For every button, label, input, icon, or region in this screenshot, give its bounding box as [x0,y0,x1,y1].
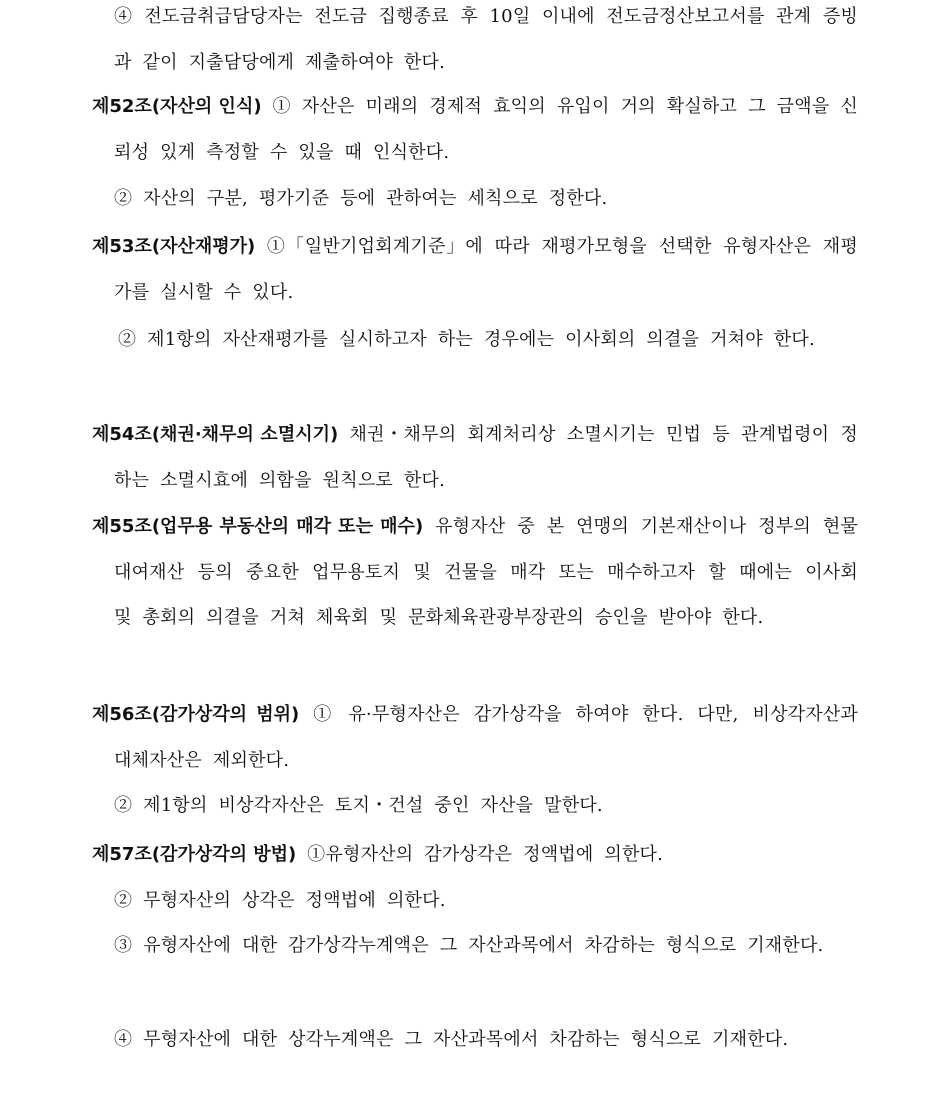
paragraph-text: ③ 유형자산에 대한 감가상각누계액은 그 자산과목에서 차감하는 형식으로 기재한다. [114,935,824,956]
article-57-paragraph-1 [92,832,858,878]
paragraph-text: 유형자산 중 본 연맹의 기본재산이나 정부의 현물대여재산 등의 중요한 업무용토지 및 건물을 매각 또는 매수하고자 할 때에는 이사회 및 총회의 의결을 거쳐 체육회 및 문화체육관광부장관의 승인을 받아야 한다. [114,516,858,628]
paragraph-text: ①유형자산의 감가상각은 정액법에 의한다. [296,844,664,865]
paragraph-text: ①「일반기업회계기준」에 따라 재평가모형을 선택한 유형자산은 재평가를 실시할 수 있다. [114,236,858,303]
paragraph-text: ② 무형자산의 상각은 정액법에 의한다. [114,890,446,911]
article-53-paragraph-1 [92,224,858,315]
article-53-title: 제53조(자산재평가) [92,236,256,257]
paragraph-text: ② 제1항의 비상각자산은 토지・건설 중인 자산을 말한다. [114,795,603,816]
article-55-title: 제55조(업무용 부동산의 매각 또는 매수) [92,516,424,537]
article-53-paragraph-2 [92,317,858,363]
paragraph-51-4 [92,0,858,85]
article-57-paragraph-2 [92,878,858,924]
article-57-title: 제57조(감가상각의 방법) [92,844,297,865]
paragraph-text: ② 자산의 구분, 평가기준 등에 관하여는 세칙으로 정한다. [114,188,608,209]
paragraph-text: ② 제1항의 자산재평가를 실시하고자 하는 경우에는 이사회의 의결을 거쳐야 한다. [118,329,815,350]
article-54 [92,412,858,503]
article-54-title: 제54조(채권·채무의 소멸시기) [92,424,339,445]
paragraph-text: ① 자산은 미래의 경제적 효익의 유입이 거의 확실하고 그 금액을 신뢰성 있게 측정할 수 있을 때 인식한다. [114,96,859,163]
article-57-paragraph-3 [92,923,858,969]
article-57-paragraph-4 [92,1017,858,1063]
paragraph-text: 채권・채무의 회계처리상 소멸시기는 민법 등 관계법령이 정하는 소멸시효에 의함을 원칙으로 한다. [114,424,859,491]
paragraph-text: ④ 무형자산에 대한 상각누계액은 그 자산과목에서 차감하는 형식으로 기재한다. [114,1029,789,1050]
article-52-title: 제52조(자산의 인식) [92,96,262,117]
paragraph-text: ④ 전도금취급담당자는 전도금 집행종료 후 10일 이내에 전도금정산보고서를 관계 증빙과 같이 지출담당에게 제출하여야 한다. [114,6,858,73]
article-52-paragraph-2 [92,176,858,222]
paragraph-text: ① 유·무형자산은 감가상각을 하여야 한다. 다만, 비상각자산과 대체자산은 제외한다. [114,704,859,771]
article-55 [92,504,858,641]
article-56-paragraph-1 [92,692,858,783]
article-56-paragraph-2 [92,783,858,829]
article-56-title: 제56조(감가상각의 범위) [92,704,300,725]
article-52-paragraph-1 [92,84,858,175]
